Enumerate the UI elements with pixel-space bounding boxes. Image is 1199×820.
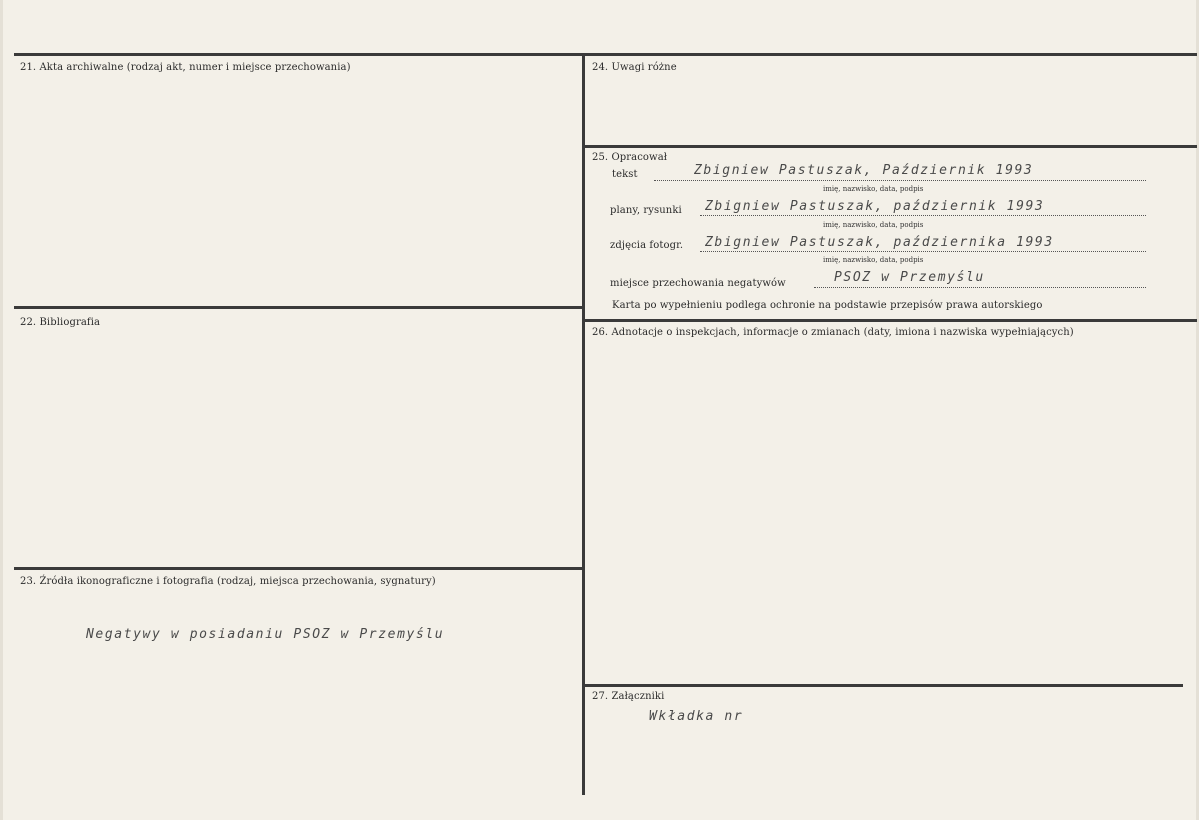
rule-right-26-27	[585, 684, 1183, 687]
card-edge-left	[0, 0, 3, 820]
text-author-line	[654, 180, 1146, 181]
photos-author-label: zdjęcia fotogr.	[610, 240, 684, 251]
section-25-label: 25. Opracował	[592, 152, 668, 163]
section-22-label: 22. Bibliografia	[20, 317, 101, 328]
photos-author-line	[700, 251, 1146, 252]
section-27-label: 27. Załączniki	[592, 691, 665, 702]
photos-author-sublabel: imię, nazwisko, data, podpis	[823, 256, 924, 264]
section-24-label: 24. Uwagi różne	[592, 62, 677, 73]
drawings-author-value: Zbigniew Pastuszak, październik 1993	[705, 199, 1045, 214]
drawings-author-label: plany, rysunki	[610, 205, 682, 216]
text-author-value: Zbigniew Pastuszak, Październik 1993	[694, 163, 1034, 178]
negatives-storage-line	[814, 287, 1146, 288]
negatives-storage-label: miejsce przechowania negatywów	[610, 278, 786, 289]
text-author-label: tekst	[612, 169, 638, 180]
copyright-note: Karta po wypełnieniu podlega ochronie na podstawie przepisów prawa autorskiego	[612, 300, 1043, 311]
drawings-author-sublabel: imię, nazwisko, data, podpis	[823, 221, 924, 229]
drawings-author-line	[700, 215, 1146, 216]
section-26-label: 26. Adnotacje o inspekcjach, informacje o zmianach (daty, imiona i nazwiska wypełniających)	[592, 327, 1074, 338]
section-27-value: Wkładka nr	[649, 709, 744, 724]
section-23-value: Negatywy w posiadaniu PSOZ w Przemyślu	[86, 627, 445, 642]
rule-left-21-22	[14, 306, 582, 309]
section-21-label: 21. Akta archiwalne (rodzaj akt, numer i miejsce przechowania)	[20, 62, 351, 73]
rule-right-24-25	[585, 145, 1197, 148]
section-23-label: 23. Źródła ikonograficzne i fotografia (rodzaj, miejsca przechowania, sygnatury)	[20, 576, 436, 587]
top-rule	[14, 53, 1197, 56]
rule-right-25-26	[585, 319, 1197, 322]
negatives-storage-value: PSOZ w Przemyślu	[834, 270, 985, 285]
rule-left-22-23	[14, 567, 582, 570]
text-author-sublabel: imię, nazwisko, data, podpis	[823, 185, 924, 193]
photos-author-value: Zbigniew Pastuszak, października 1993	[705, 235, 1054, 250]
